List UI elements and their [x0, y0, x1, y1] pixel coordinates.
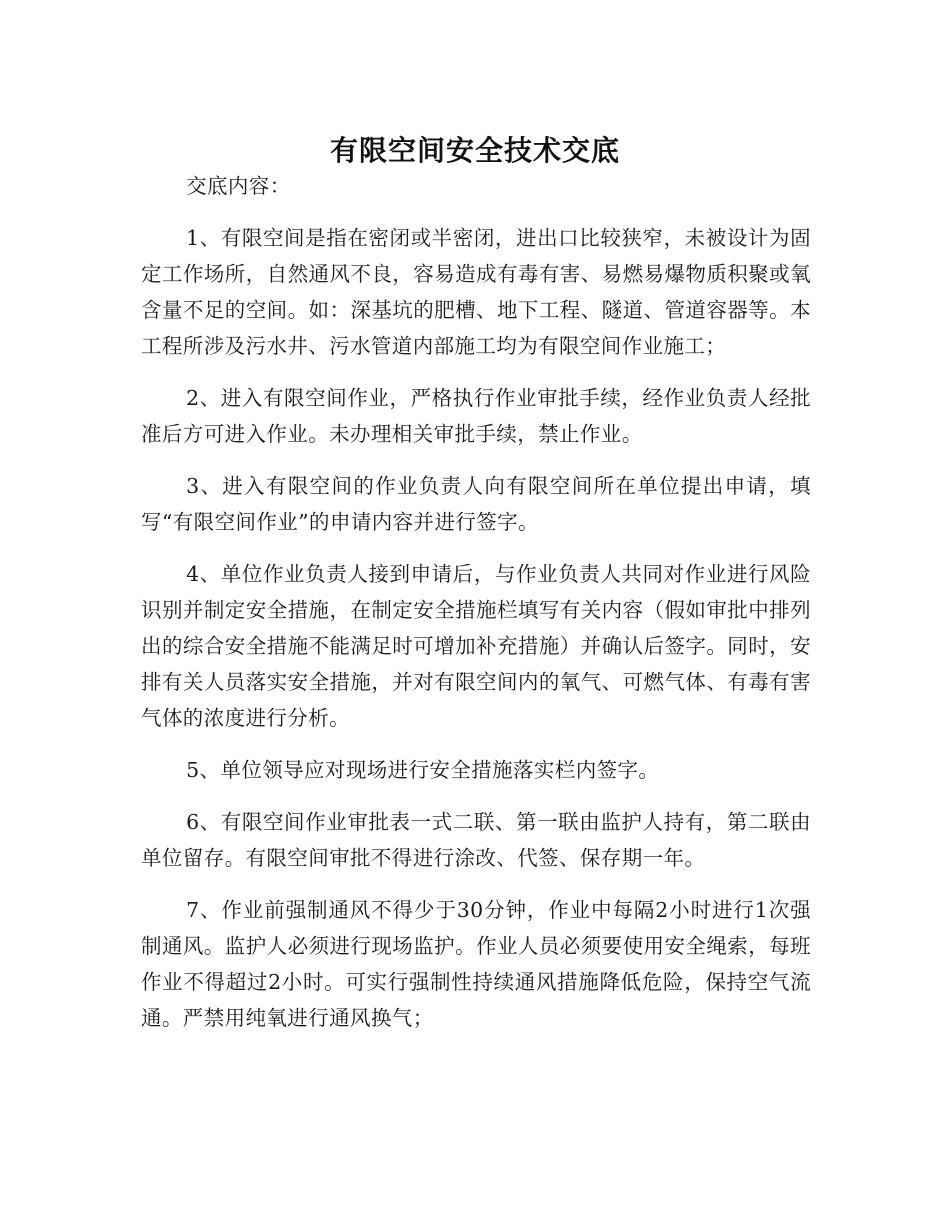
page-title: 有限空间安全技术交底: [329, 133, 620, 167]
paragraph-5: 5、单位领导应对现场进行安全措施落实栏内签字。: [186, 758, 660, 782]
paragraph-7: 7、作业前强制通风不得少于30分钟，作业中每隔2小时进行1次强制通风。监护人必须进行现场监护。作业人员必须要使用安全绳索，每班作业不得超过2小时。可实行强制性持续通风措施降低危险，保持空气流通。严禁用纯氧进行通风换气；: [141, 898, 811, 1030]
document-body: [141, 168, 811, 1052]
paragraph-1: 1、有限空间是指在密闭或半密闭，进出口比较狭窄，未被设计为固定工作场所，自然通风不良，容易造成有毒有害、易燃易爆物质积聚或氧含量不足的空间。如：深基坑的肥槽、地下工程、隧道、管道容器等。本工程所涉及污水井、污水管道内部施工均为有限空间作业施工；: [141, 226, 811, 358]
paragraph-3: 3、进入有限空间的作业负责人向有限空间所在单位提出申请，填写“有限空间作业”的申请内容并进行签字。: [141, 474, 811, 534]
paragraph-4: 4、单位作业负责人接到申请后，与作业负责人共同对作业进行风险识别并制定安全措施，在制定安全措施栏填写有关内容（假如审批中排列出的综合安全措施不能满足时可增加补充措施）并确认后签字。同时，安排有关人员落实安全措施，并对有限空间内的氧气、可燃气体、有毒有害气体的浓度进行分析。: [141, 562, 811, 730]
paragraph-2: 2、进入有限空间作业，严格执行作业审批手续，经作业负责人经批准后方可进入作业。未办理相关审批手续，禁止作业。: [141, 386, 811, 446]
paragraph-6: 6、有限空间作业审批表一式二联、第一联由监护人持有，第二联由单位留存。有限空间审批不得进行涂改、代签、保存期一年。: [141, 810, 811, 870]
intro-label: 交底内容：: [186, 174, 291, 198]
